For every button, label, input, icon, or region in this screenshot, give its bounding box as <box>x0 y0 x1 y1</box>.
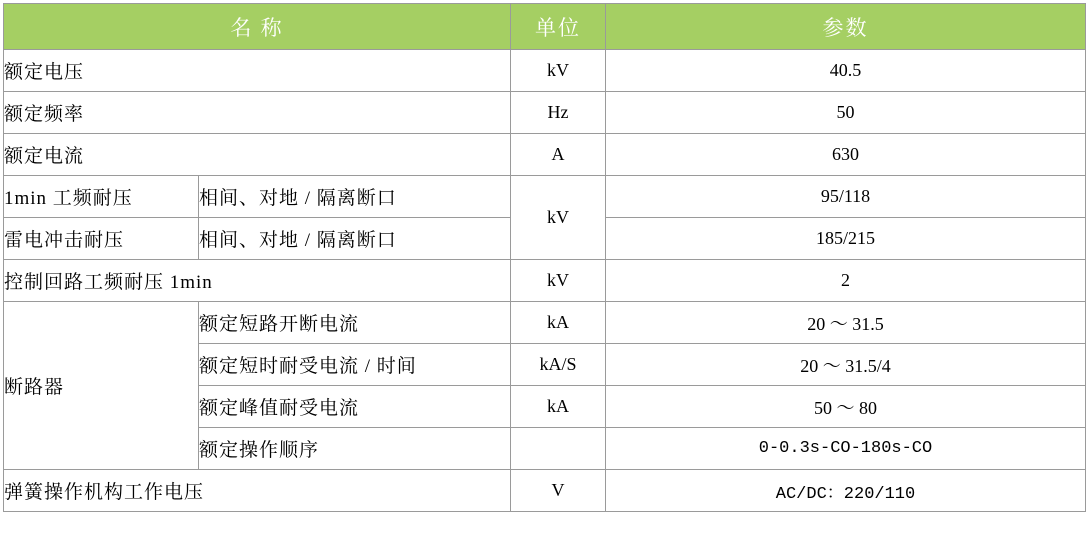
row-name: 雷电冲击耐压 <box>4 218 199 260</box>
row-unit: kA <box>511 302 606 344</box>
table-row <box>4 92 1086 134</box>
row-unit <box>511 428 606 470</box>
row-name: 额定频率 <box>4 92 511 134</box>
row-group-name: 断路器 <box>4 302 199 470</box>
row-param: 50 <box>606 92 1086 134</box>
row-name: 弹簧操作机构工作电压 <box>4 470 511 512</box>
row-unit: kV <box>511 50 606 92</box>
row-param: AC/DC：220/110 <box>606 470 1086 512</box>
row-unit: kV <box>511 260 606 302</box>
row-param: 20 ～ 31.5 <box>606 302 1086 344</box>
row-name: 1min 工频耐压 <box>4 176 199 218</box>
row-subname: 相间、对地 / 隔离断口 <box>199 176 511 218</box>
table-header-row <box>4 4 1086 50</box>
row-param: 2 <box>606 260 1086 302</box>
table-row <box>4 260 1086 302</box>
table-row <box>4 134 1086 176</box>
row-subname: 额定短路开断电流 <box>199 302 511 344</box>
row-param: 0-0.3s-CO-180s-CO <box>606 428 1086 470</box>
row-subname: 额定短时耐受电流 / 时间 <box>199 344 511 386</box>
row-unit: kV <box>511 176 606 260</box>
row-unit: kA/S <box>511 344 606 386</box>
table-row <box>4 302 1086 344</box>
row-param: 40.5 <box>606 50 1086 92</box>
specifications-table <box>3 3 1086 512</box>
row-param: 50 ～ 80 <box>606 386 1086 428</box>
row-unit: A <box>511 134 606 176</box>
header-name: 名 称 <box>4 4 511 50</box>
header-param: 参数 <box>606 4 1086 50</box>
row-name: 控制回路工频耐压 1min <box>4 260 511 302</box>
row-unit: V <box>511 470 606 512</box>
row-unit: kA <box>511 386 606 428</box>
row-param: 95/118 <box>606 176 1086 218</box>
row-param: 630 <box>606 134 1086 176</box>
table-row <box>4 50 1086 92</box>
table-row <box>4 470 1086 512</box>
table-row <box>4 176 1086 218</box>
header-unit: 单位 <box>511 4 606 50</box>
row-param: 185/215 <box>606 218 1086 260</box>
row-subname: 额定操作顺序 <box>199 428 511 470</box>
row-param: 20 ～ 31.5/4 <box>606 344 1086 386</box>
row-unit: Hz <box>511 92 606 134</box>
row-name: 额定电压 <box>4 50 511 92</box>
row-name: 额定电流 <box>4 134 511 176</box>
row-subname: 相间、对地 / 隔离断口 <box>199 218 511 260</box>
row-subname: 额定峰值耐受电流 <box>199 386 511 428</box>
